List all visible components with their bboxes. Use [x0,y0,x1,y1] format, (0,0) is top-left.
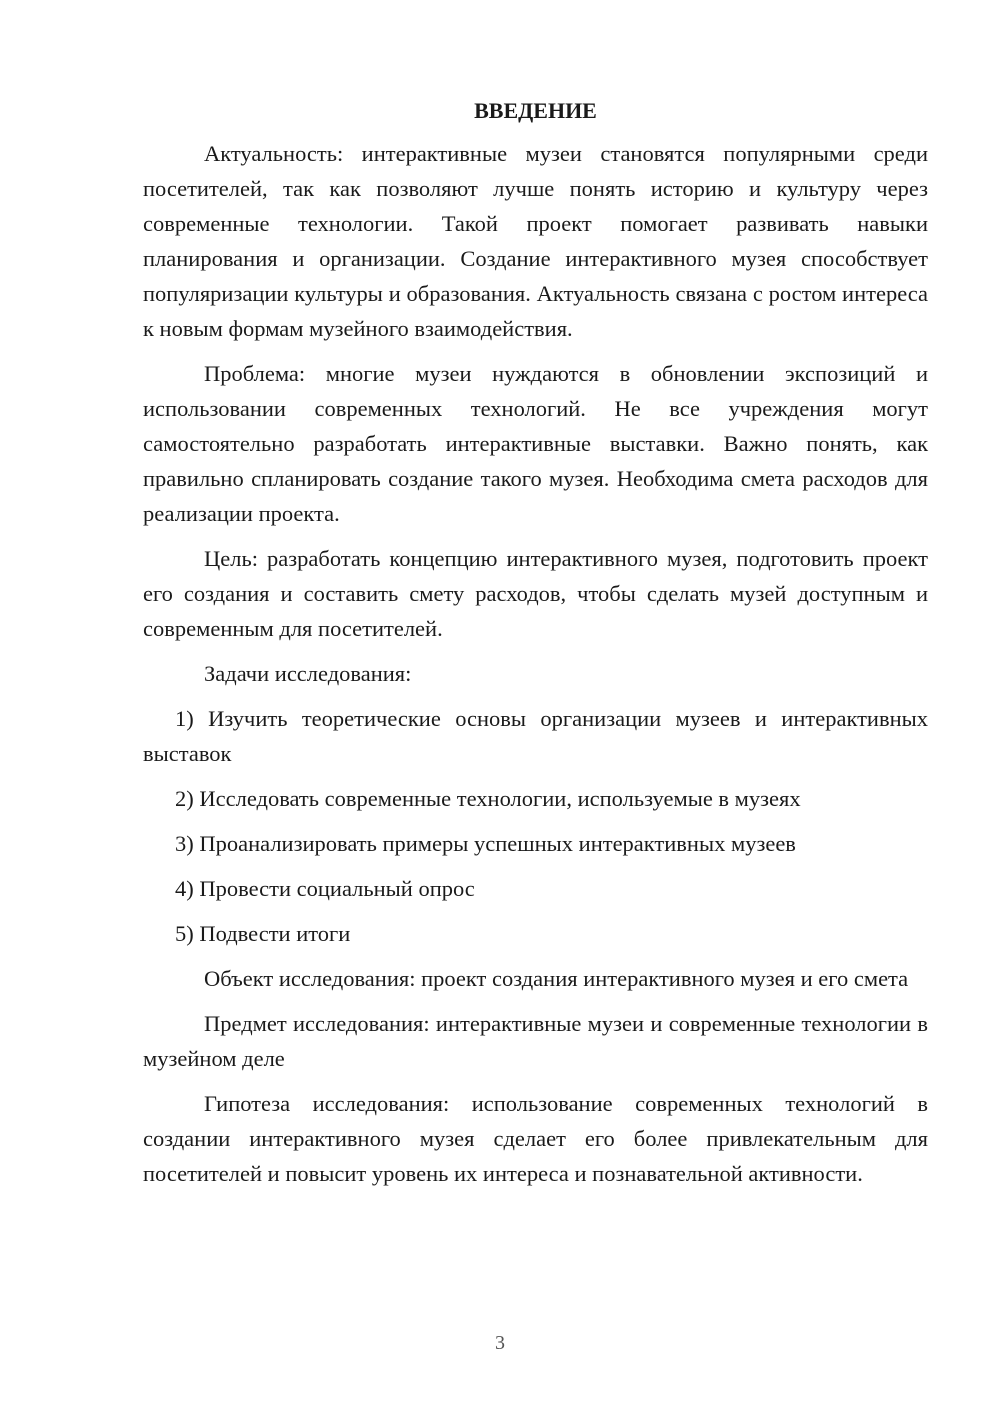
page-number: 3 [495,1332,505,1354]
list-item-task-4: 4) Провести социальный опрос [175,876,475,901]
page-title: ВВЕДЕНИЕ [474,98,597,123]
paragraph-hypothesis: Гипотеза исследования: использование современных технологий в создании интерактивного музея сделает его более привлекательным для посетителей и повысит уровень их интереса и познавательной активности. [143,1091,928,1186]
paragraph-object: Объект исследования: проект создания интерактивного музея и его смета [204,966,909,991]
list-item-task-2: 2) Исследовать современные технологии, используемые в музеях [175,786,801,811]
paragraph-relevance: Актуальность: интерактивные музеи становятся популярными среди посетителей, так как позволяют лучше понять историю и культуру через современные технологии. Такой проект помогает развивать навыки планирования и организации. Создание интерактивного музея способствует популяризации культуры и образования. Актуальность связана с ростом интереса к новым формам музейного взаимодействия. [143,141,928,341]
paragraph-tasks-heading: Задачи исследования: [204,661,412,686]
list-item-task-3: 3) Проанализировать примеры успешных интерактивных музеев [175,831,796,856]
paragraph-problem: Проблема: многие музеи нуждаются в обновлении экспозиций и использовании современных технологий. Не все учреждения могут самостоятельно разработать интерактивные выставки. Важно понять, как правильно спланировать создание такого музея. Необходима смета расходов для реализации проекта. [143,361,928,526]
list-item-task-5: 5) Подвести итоги [175,921,351,946]
paragraph-subject: Предмет исследования: интерактивные музеи и современные технологии в музейном деле [143,1011,928,1071]
paragraph-goal: Цель: разработать концепцию интерактивного музея, подготовить проект его создания и составить смету расходов, чтобы сделать музей доступным и современным для посетителей. [143,546,928,641]
list-item-task-1: 1) Изучить теоретические основы организации музеев и интерактивных выставок [143,706,928,766]
document-page [143,96,928,1201]
